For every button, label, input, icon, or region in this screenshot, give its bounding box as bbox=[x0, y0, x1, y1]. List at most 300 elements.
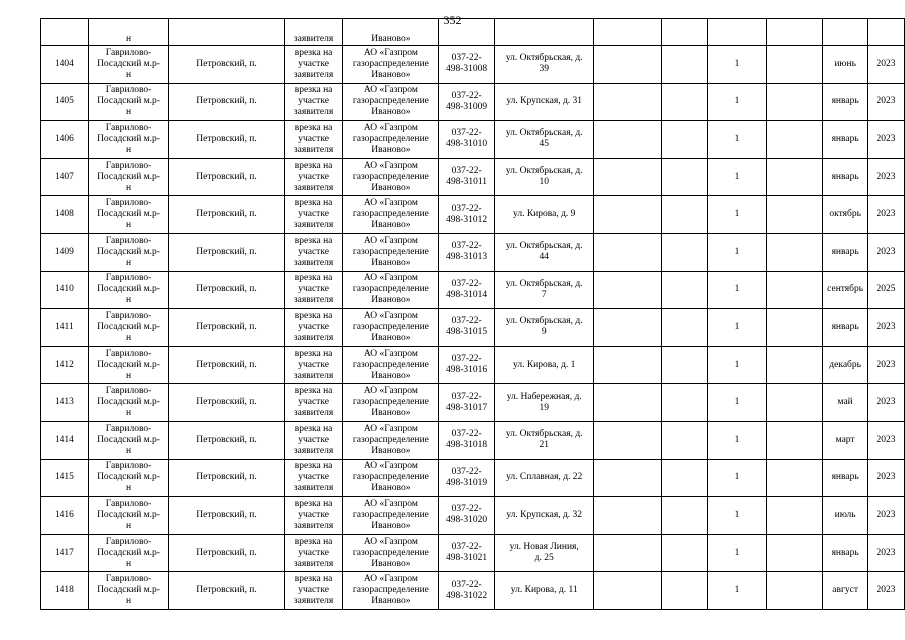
empty-cell bbox=[661, 271, 708, 309]
object-code-cell bbox=[439, 534, 495, 572]
object-code-cell-line: 498-31014 bbox=[446, 289, 488, 300]
object-code-cell bbox=[439, 384, 495, 422]
address-cell-line: 7 bbox=[541, 289, 547, 300]
object-code-cell-line: 037-22- bbox=[451, 90, 482, 101]
settlement-cell: Петровский, п. bbox=[169, 309, 284, 347]
empty-cell bbox=[766, 271, 822, 309]
address-cell bbox=[494, 421, 594, 459]
district-cell-line: Посадский м.р- bbox=[97, 133, 160, 144]
address-cell bbox=[494, 121, 594, 159]
connection-method-cell-line: заявителя bbox=[293, 596, 334, 607]
empty-cell bbox=[661, 459, 708, 497]
address-cell-line: ул. Октябрьская, д. bbox=[505, 241, 583, 252]
organization-cell-line: АО «Газпром bbox=[363, 461, 418, 472]
object-code-cell bbox=[439, 421, 495, 459]
object-code-cell-line: 498-31018 bbox=[446, 440, 488, 451]
table-row bbox=[41, 421, 905, 459]
object-code-cell bbox=[439, 271, 495, 309]
empty-cell bbox=[594, 497, 661, 535]
empty-cell bbox=[766, 233, 822, 271]
district-cell-line: Гаврилово- bbox=[105, 273, 152, 284]
organization-cell bbox=[343, 534, 439, 572]
connection-method-cell bbox=[284, 459, 343, 497]
organization-cell-line: газораспределение bbox=[352, 171, 429, 182]
district-cell-line: Посадский м.р- bbox=[97, 434, 160, 445]
district-cell-line: Гаврилово- bbox=[105, 498, 152, 509]
settlement-cell: Петровский, п. bbox=[169, 421, 284, 459]
organization-cell-line: газораспределение bbox=[352, 96, 429, 107]
organization-cell-line: АО «Газпром bbox=[363, 273, 418, 284]
district-cell-line: Посадский м.р- bbox=[97, 359, 160, 370]
row-number-cell: 1418 bbox=[41, 572, 89, 610]
quantity-cell: 1 bbox=[708, 46, 766, 84]
row-number-cell: 1412 bbox=[41, 346, 89, 384]
cont-empty-cell bbox=[594, 19, 661, 46]
table-row bbox=[41, 309, 905, 347]
object-code-cell-line: 498-31022 bbox=[446, 590, 488, 601]
table-row bbox=[41, 271, 905, 309]
organization-cell-line: Иваново» bbox=[371, 107, 411, 118]
connection-method-cell-line: заявителя bbox=[293, 182, 334, 193]
empty-cell bbox=[766, 83, 822, 121]
quantity-cell: 1 bbox=[708, 121, 766, 159]
month-cell: январь bbox=[823, 459, 868, 497]
object-code-cell-line: 498-31021 bbox=[446, 553, 488, 564]
settlement-cell: Петровский, п. bbox=[169, 83, 284, 121]
table-body bbox=[41, 19, 905, 610]
year-cell: 2023 bbox=[868, 196, 905, 234]
connection-method-cell-line: участке bbox=[298, 321, 329, 332]
organization-cell bbox=[343, 196, 439, 234]
district-cell-line: н bbox=[125, 257, 132, 268]
connection-method-cell bbox=[284, 271, 343, 309]
cont-empty-cell bbox=[766, 19, 822, 46]
month-cell: январь bbox=[823, 309, 868, 347]
empty-cell bbox=[766, 534, 822, 572]
district-cell-line: Гаврилово- bbox=[105, 235, 152, 246]
settlement-cell: Петровский, п. bbox=[169, 121, 284, 159]
organization-cell-line: АО «Газпром bbox=[363, 536, 418, 547]
organization-cell-line: Иваново» bbox=[371, 144, 411, 155]
district-cell-line: Гаврилово- bbox=[105, 47, 152, 58]
cont-num-cell bbox=[41, 19, 89, 46]
empty-cell bbox=[661, 534, 708, 572]
address-cell bbox=[494, 233, 594, 271]
connection-method-cell-line: заявителя bbox=[293, 445, 334, 456]
connection-method-cell-line: заявителя bbox=[293, 483, 334, 494]
settlement-cell: Петровский, п. bbox=[169, 384, 284, 422]
object-code-cell-line: 037-22- bbox=[451, 354, 482, 365]
object-code-cell-line: 037-22- bbox=[451, 391, 482, 402]
settlement-cell: Петровский, п. bbox=[169, 346, 284, 384]
organization-cell-line: газораспределение bbox=[352, 321, 429, 332]
district-cell-line: Гаврилово- bbox=[105, 423, 152, 434]
address-cell bbox=[494, 46, 594, 84]
object-code-cell-line: 498-31019 bbox=[446, 477, 488, 488]
connection-method-cell-line: врезка на bbox=[294, 386, 333, 397]
district-cell-line: Посадский м.р- bbox=[97, 171, 160, 182]
district-cell-line: Гаврилово- bbox=[105, 461, 152, 472]
object-code-cell-line: 498-31008 bbox=[446, 64, 488, 75]
organization-cell-line: АО «Газпром bbox=[363, 235, 418, 246]
connection-method-cell-line: врезка на bbox=[294, 574, 333, 585]
table-row bbox=[41, 46, 905, 84]
object-code-cell-line: 037-22- bbox=[451, 504, 482, 515]
district-cell bbox=[88, 534, 169, 572]
empty-cell bbox=[594, 83, 661, 121]
table-row bbox=[41, 572, 905, 610]
address-cell bbox=[494, 346, 594, 384]
district-cell-line: Посадский м.р- bbox=[97, 585, 160, 596]
object-code-cell-line: 037-22- bbox=[451, 542, 482, 553]
year-cell: 2023 bbox=[868, 121, 905, 159]
empty-cell bbox=[594, 421, 661, 459]
row-number-cell: 1404 bbox=[41, 46, 89, 84]
organization-cell-line: Иваново» bbox=[371, 596, 411, 607]
district-cell-line: Посадский м.р- bbox=[97, 284, 160, 295]
month-cell: январь bbox=[823, 534, 868, 572]
cont-empty-cell bbox=[494, 19, 594, 46]
connection-method-cell bbox=[284, 233, 343, 271]
organization-cell bbox=[343, 346, 439, 384]
district-cell-line: н bbox=[125, 408, 132, 419]
cont-empty-cell bbox=[708, 19, 766, 46]
continuation-row bbox=[41, 19, 905, 46]
connection-method-cell-line: участке bbox=[298, 397, 329, 408]
connection-method-cell-line: заявителя bbox=[293, 220, 334, 231]
month-cell: июнь bbox=[823, 46, 868, 84]
row-number-cell: 1415 bbox=[41, 459, 89, 497]
object-code-cell-line: 498-31015 bbox=[446, 327, 488, 338]
cont-district-text: н bbox=[125, 34, 132, 44]
address-cell bbox=[494, 271, 594, 309]
connection-method-cell-line: участке bbox=[298, 171, 329, 182]
connection-method-cell-line: врезка на bbox=[294, 310, 333, 321]
year-cell: 2023 bbox=[868, 158, 905, 196]
empty-cell bbox=[594, 271, 661, 309]
organization-cell-line: газораспределение bbox=[352, 547, 429, 558]
district-cell-line: Посадский м.р- bbox=[97, 96, 160, 107]
address-cell-line: ул. Крупская, д. 31 bbox=[506, 96, 583, 107]
month-cell: июль bbox=[823, 497, 868, 535]
empty-cell bbox=[766, 421, 822, 459]
organization-cell-line: Иваново» bbox=[371, 332, 411, 343]
organization-cell-line: АО «Газпром bbox=[363, 122, 418, 133]
cont-empty-cell bbox=[439, 19, 495, 46]
district-cell-line: Гаврилово- bbox=[105, 574, 152, 585]
object-code-cell-line: 037-22- bbox=[451, 579, 482, 590]
table-row bbox=[41, 534, 905, 572]
organization-cell-line: АО «Газпром bbox=[363, 423, 418, 434]
year-cell: 2025 bbox=[868, 271, 905, 309]
year-cell: 2023 bbox=[868, 534, 905, 572]
object-code-cell-line: 498-31009 bbox=[446, 101, 488, 112]
district-cell-line: н bbox=[125, 483, 132, 494]
connection-method-cell bbox=[284, 346, 343, 384]
district-cell bbox=[88, 158, 169, 196]
district-cell-line: н bbox=[125, 520, 132, 531]
address-cell bbox=[494, 309, 594, 347]
row-number-cell: 1410 bbox=[41, 271, 89, 309]
quantity-cell: 1 bbox=[708, 271, 766, 309]
connection-method-cell-line: участке bbox=[298, 58, 329, 69]
object-code-cell-line: 037-22- bbox=[451, 166, 482, 177]
organization-cell-line: АО «Газпром bbox=[363, 348, 418, 359]
address-cell bbox=[494, 384, 594, 422]
district-cell-line: н bbox=[125, 295, 132, 306]
address-cell-line: 21 bbox=[539, 440, 549, 451]
district-cell-line: Посадский м.р- bbox=[97, 321, 160, 332]
empty-cell bbox=[594, 121, 661, 159]
organization-cell-line: Иваново» bbox=[371, 370, 411, 381]
district-cell-line: Гаврилово- bbox=[105, 348, 152, 359]
organization-cell-line: газораспределение bbox=[352, 585, 429, 596]
address-cell-line: 9 bbox=[541, 327, 547, 338]
quantity-cell: 1 bbox=[708, 158, 766, 196]
year-cell: 2023 bbox=[868, 309, 905, 347]
district-cell-line: н bbox=[125, 332, 132, 343]
address-cell-line: ул. Кирова, д. 9 bbox=[513, 209, 576, 220]
object-code-cell bbox=[439, 572, 495, 610]
connection-method-cell-line: участке bbox=[298, 547, 329, 558]
address-cell-line: 39 bbox=[539, 64, 549, 75]
empty-cell bbox=[661, 346, 708, 384]
district-cell-line: Гаврилово- bbox=[105, 536, 152, 547]
row-number-cell: 1407 bbox=[41, 158, 89, 196]
connection-method-cell-line: заявителя bbox=[293, 558, 334, 569]
connection-method-cell-line: врезка на bbox=[294, 348, 333, 359]
address-cell-line: ул. Крупская, д. 32 bbox=[506, 509, 583, 520]
organization-cell-line: газораспределение bbox=[352, 397, 429, 408]
connection-method-cell bbox=[284, 421, 343, 459]
object-code-cell-line: 498-31010 bbox=[446, 139, 488, 150]
page-number: 352 bbox=[443, 13, 462, 27]
connection-method-cell bbox=[284, 309, 343, 347]
quantity-cell: 1 bbox=[708, 83, 766, 121]
organization-cell-line: Иваново» bbox=[371, 445, 411, 456]
organization-cell-line: АО «Газпром bbox=[363, 85, 418, 96]
table-row bbox=[41, 497, 905, 535]
organization-cell-line: газораспределение bbox=[352, 434, 429, 445]
empty-cell bbox=[661, 309, 708, 347]
settlement-cell: Петровский, п. bbox=[169, 459, 284, 497]
object-code-cell-line: 498-31020 bbox=[446, 515, 488, 526]
organization-cell-line: АО «Газпром bbox=[363, 47, 418, 58]
row-number-cell: 1417 bbox=[41, 534, 89, 572]
empty-cell bbox=[661, 384, 708, 422]
address-cell-line: ул. Кирова, д. 1 bbox=[513, 359, 576, 370]
organization-cell-line: АО «Газпром bbox=[363, 386, 418, 397]
organization-cell-line: Иваново» bbox=[371, 520, 411, 531]
organization-cell-line: Иваново» bbox=[371, 182, 411, 193]
month-cell: январь bbox=[823, 233, 868, 271]
object-code-cell-line: 498-31011 bbox=[446, 177, 487, 188]
month-cell: декабрь bbox=[823, 346, 868, 384]
connection-method-cell bbox=[284, 83, 343, 121]
empty-cell bbox=[766, 384, 822, 422]
organization-cell-line: АО «Газпром bbox=[363, 498, 418, 509]
object-code-cell-line: 037-22- bbox=[451, 241, 482, 252]
empty-cell bbox=[661, 233, 708, 271]
empty-cell bbox=[661, 46, 708, 84]
empty-cell bbox=[661, 572, 708, 610]
district-cell bbox=[88, 121, 169, 159]
empty-cell bbox=[594, 459, 661, 497]
district-cell-line: Гаврилово- bbox=[105, 198, 152, 209]
address-cell bbox=[494, 572, 594, 610]
empty-cell bbox=[594, 384, 661, 422]
year-cell: 2023 bbox=[868, 83, 905, 121]
connection-method-cell-line: заявителя bbox=[293, 370, 334, 381]
organization-cell-line: Иваново» bbox=[371, 220, 411, 231]
object-code-cell-line: 498-31012 bbox=[446, 214, 488, 225]
district-cell bbox=[88, 309, 169, 347]
district-cell bbox=[88, 497, 169, 535]
row-number-cell: 1411 bbox=[41, 309, 89, 347]
connection-method-cell-line: заявителя bbox=[293, 257, 334, 268]
empty-cell bbox=[594, 196, 661, 234]
empty-cell bbox=[766, 497, 822, 535]
organization-cell-line: АО «Газпром bbox=[363, 310, 418, 321]
empty-cell bbox=[594, 534, 661, 572]
object-code-cell bbox=[439, 497, 495, 535]
object-code-cell bbox=[439, 346, 495, 384]
address-cell-line: д. 25 bbox=[534, 553, 554, 564]
address-cell-line: ул. Новая Линия, bbox=[509, 542, 579, 553]
object-code-cell bbox=[439, 233, 495, 271]
quantity-cell: 1 bbox=[708, 421, 766, 459]
connection-method-cell bbox=[284, 572, 343, 610]
connection-method-cell-line: врезка на bbox=[294, 47, 333, 58]
quantity-cell: 1 bbox=[708, 534, 766, 572]
settlement-cell: Петровский, п. bbox=[169, 534, 284, 572]
empty-cell bbox=[766, 309, 822, 347]
connection-method-cell-line: врезка на bbox=[294, 198, 333, 209]
settlement-cell: Петровский, п. bbox=[169, 497, 284, 535]
address-cell-line: 10 bbox=[539, 177, 549, 188]
district-cell-line: Посадский м.р- bbox=[97, 246, 160, 257]
row-number-cell: 1406 bbox=[41, 121, 89, 159]
cont-settlement-cell bbox=[169, 19, 284, 46]
object-code-cell-line: 498-31013 bbox=[446, 252, 488, 263]
district-cell-line: н bbox=[125, 558, 132, 569]
district-cell bbox=[88, 384, 169, 422]
empty-cell bbox=[594, 309, 661, 347]
address-cell-line: ул. Набережная, д. bbox=[506, 391, 582, 402]
table-row bbox=[41, 196, 905, 234]
year-cell: 2023 bbox=[868, 572, 905, 610]
address-cell-line: ул. Октябрьская, д. bbox=[505, 53, 583, 64]
address-cell-line: ул. Октябрьская, д. bbox=[505, 429, 583, 440]
cont-method-text: заявителя bbox=[293, 34, 334, 44]
address-cell bbox=[494, 83, 594, 121]
year-cell: 2023 bbox=[868, 421, 905, 459]
district-cell-line: Посадский м.р- bbox=[97, 472, 160, 483]
organization-cell bbox=[343, 497, 439, 535]
month-cell: октябрь bbox=[823, 196, 868, 234]
table-row bbox=[41, 384, 905, 422]
address-cell bbox=[494, 196, 594, 234]
connection-method-cell-line: врезка на bbox=[294, 498, 333, 509]
organization-cell-line: газораспределение bbox=[352, 359, 429, 370]
address-cell-line: ул. Сплавная, д. 22 bbox=[506, 472, 583, 483]
connection-method-cell bbox=[284, 196, 343, 234]
address-cell-line: ул. Октябрьская, д. bbox=[505, 278, 583, 289]
empty-cell bbox=[661, 121, 708, 159]
address-cell-line: ул. Октябрьская, д. bbox=[505, 128, 583, 139]
month-cell: август bbox=[823, 572, 868, 610]
year-cell: 2023 bbox=[868, 233, 905, 271]
quantity-cell: 1 bbox=[708, 459, 766, 497]
connection-method-cell-line: заявителя bbox=[293, 144, 334, 155]
quantity-cell: 1 bbox=[708, 497, 766, 535]
month-cell: январь bbox=[823, 121, 868, 159]
quantity-cell: 1 bbox=[708, 196, 766, 234]
cont-empty-cell bbox=[868, 19, 905, 46]
year-cell: 2023 bbox=[868, 46, 905, 84]
empty-cell bbox=[661, 497, 708, 535]
district-cell bbox=[88, 83, 169, 121]
connection-method-cell-line: участке bbox=[298, 472, 329, 483]
row-number-cell: 1405 bbox=[41, 83, 89, 121]
settlement-cell: Петровский, п. bbox=[169, 46, 284, 84]
district-cell bbox=[88, 572, 169, 610]
organization-cell-line: АО «Газпром bbox=[363, 198, 418, 209]
empty-cell bbox=[661, 196, 708, 234]
connection-method-cell-line: врезка на bbox=[294, 423, 333, 434]
registry-table bbox=[40, 18, 905, 610]
empty-cell bbox=[661, 158, 708, 196]
month-cell: январь bbox=[823, 83, 868, 121]
organization-cell bbox=[343, 46, 439, 84]
organization-cell-line: газораспределение bbox=[352, 472, 429, 483]
district-cell-line: н bbox=[125, 182, 132, 193]
address-cell bbox=[494, 534, 594, 572]
address-cell-line: 44 bbox=[539, 252, 549, 263]
connection-method-cell-line: врезка на bbox=[294, 461, 333, 472]
object-code-cell-line: 037-22- bbox=[451, 278, 482, 289]
empty-cell bbox=[766, 158, 822, 196]
month-cell: январь bbox=[823, 158, 868, 196]
district-cell-line: н bbox=[125, 370, 132, 381]
connection-method-cell-line: заявителя bbox=[293, 295, 334, 306]
year-cell: 2023 bbox=[868, 384, 905, 422]
district-cell-line: Гаврилово- bbox=[105, 122, 152, 133]
address-cell-line: ул. Кирова, д. 11 bbox=[510, 585, 578, 596]
connection-method-cell-line: врезка на bbox=[294, 122, 333, 133]
organization-cell-line: Иваново» bbox=[371, 558, 411, 569]
connection-method-cell-line: участке bbox=[298, 585, 329, 596]
organization-cell-line: АО «Газпром bbox=[363, 574, 418, 585]
organization-cell-line: газораспределение bbox=[352, 509, 429, 520]
address-cell bbox=[494, 158, 594, 196]
district-cell-line: Посадский м.р- bbox=[97, 397, 160, 408]
organization-cell bbox=[343, 158, 439, 196]
empty-cell bbox=[766, 46, 822, 84]
connection-method-cell-line: участке bbox=[298, 284, 329, 295]
address-cell-line: 19 bbox=[539, 402, 549, 413]
empty-cell bbox=[594, 46, 661, 84]
connection-method-cell-line: участке bbox=[298, 209, 329, 220]
settlement-cell: Петровский, п. bbox=[169, 572, 284, 610]
organization-cell-line: газораспределение bbox=[352, 284, 429, 295]
table-row bbox=[41, 459, 905, 497]
organization-cell bbox=[343, 309, 439, 347]
connection-method-cell-line: врезка на bbox=[294, 160, 333, 171]
organization-cell bbox=[343, 459, 439, 497]
connection-method-cell-line: участке bbox=[298, 246, 329, 257]
object-code-cell-line: 037-22- bbox=[451, 316, 482, 327]
